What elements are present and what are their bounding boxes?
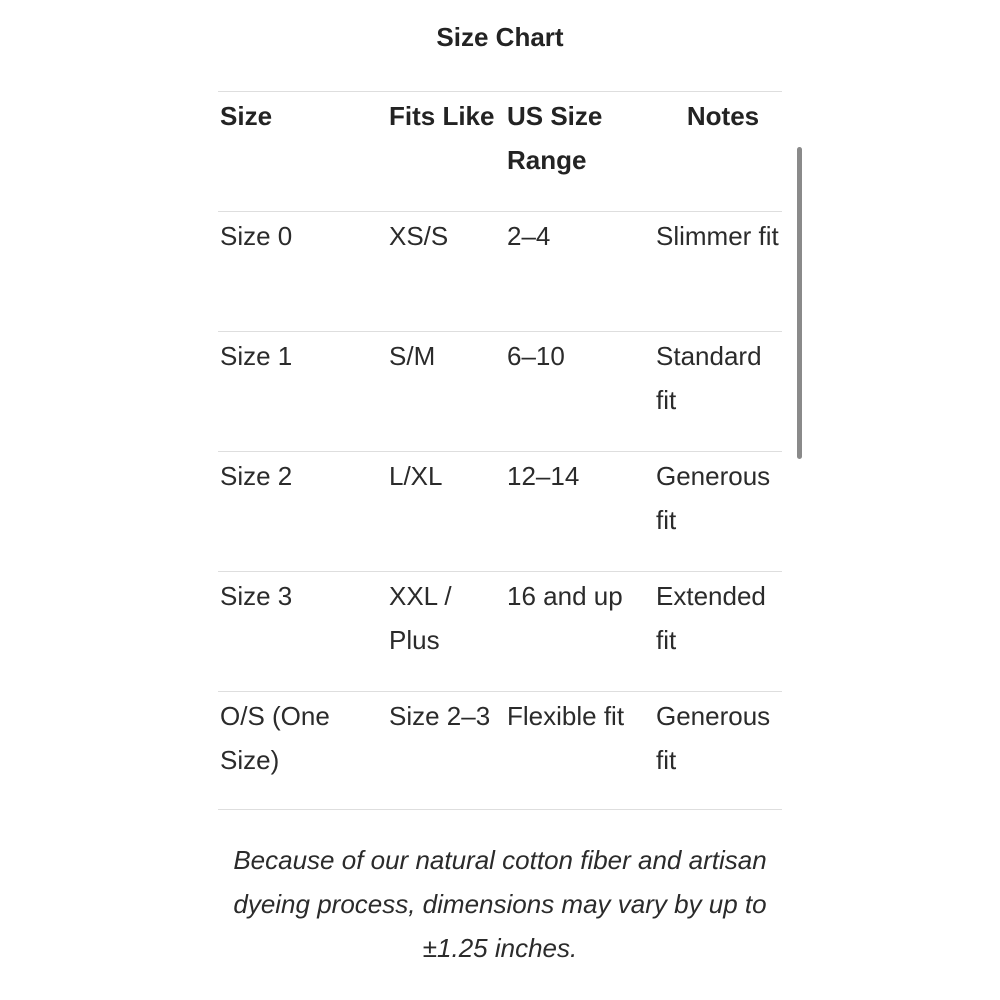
cell-size: Size 0 [220, 221, 293, 251]
cell-notes: Extended fit [656, 581, 766, 655]
cell-size: Size 1 [220, 341, 293, 371]
table-scrollbar[interactable] [797, 147, 802, 459]
cell-fits-like: XS/S [389, 221, 449, 251]
cell-size: Size 2 [220, 461, 293, 491]
table-row [218, 571, 782, 691]
size-table [218, 91, 782, 810]
cell-notes: Generous fit [656, 461, 771, 535]
cell-us-size-range: 16 and up [507, 581, 623, 611]
dimension-note: Because of our natural cotton fiber and artisan dyeing process, dimensions may vary by up to ±1.25 inches. [233, 845, 767, 963]
cell-fits-like: S/M [389, 341, 436, 371]
cell-fits-like: Size 2–3 [389, 701, 491, 731]
table-header-row [218, 91, 782, 211]
header-size: Size [220, 101, 273, 131]
table-row [218, 451, 782, 571]
table-row [218, 691, 782, 810]
cell-notes: Slimmer fit [656, 221, 779, 251]
table-row [218, 331, 782, 451]
cell-us-size-range: 2–4 [507, 221, 551, 251]
cell-us-size-range: 12–14 [507, 461, 580, 491]
cell-fits-like: L/XL [389, 461, 443, 491]
cell-fits-like: XXL / Plus [389, 581, 452, 655]
cell-notes: Standard fit [656, 341, 762, 415]
header-us-size-range: US Size Range [507, 101, 603, 175]
cell-size: Size 3 [220, 581, 293, 611]
page-title: Size Chart [436, 22, 564, 52]
cell-size: O/S (One Size) [220, 701, 330, 775]
header-fits-like: Fits Like [389, 101, 495, 131]
table-row [218, 211, 782, 331]
cell-us-size-range: 6–10 [507, 341, 565, 371]
cell-us-size-range: Flexible fit [507, 701, 625, 731]
header-notes: Notes [686, 101, 760, 131]
cell-notes: Generous fit [656, 701, 771, 775]
